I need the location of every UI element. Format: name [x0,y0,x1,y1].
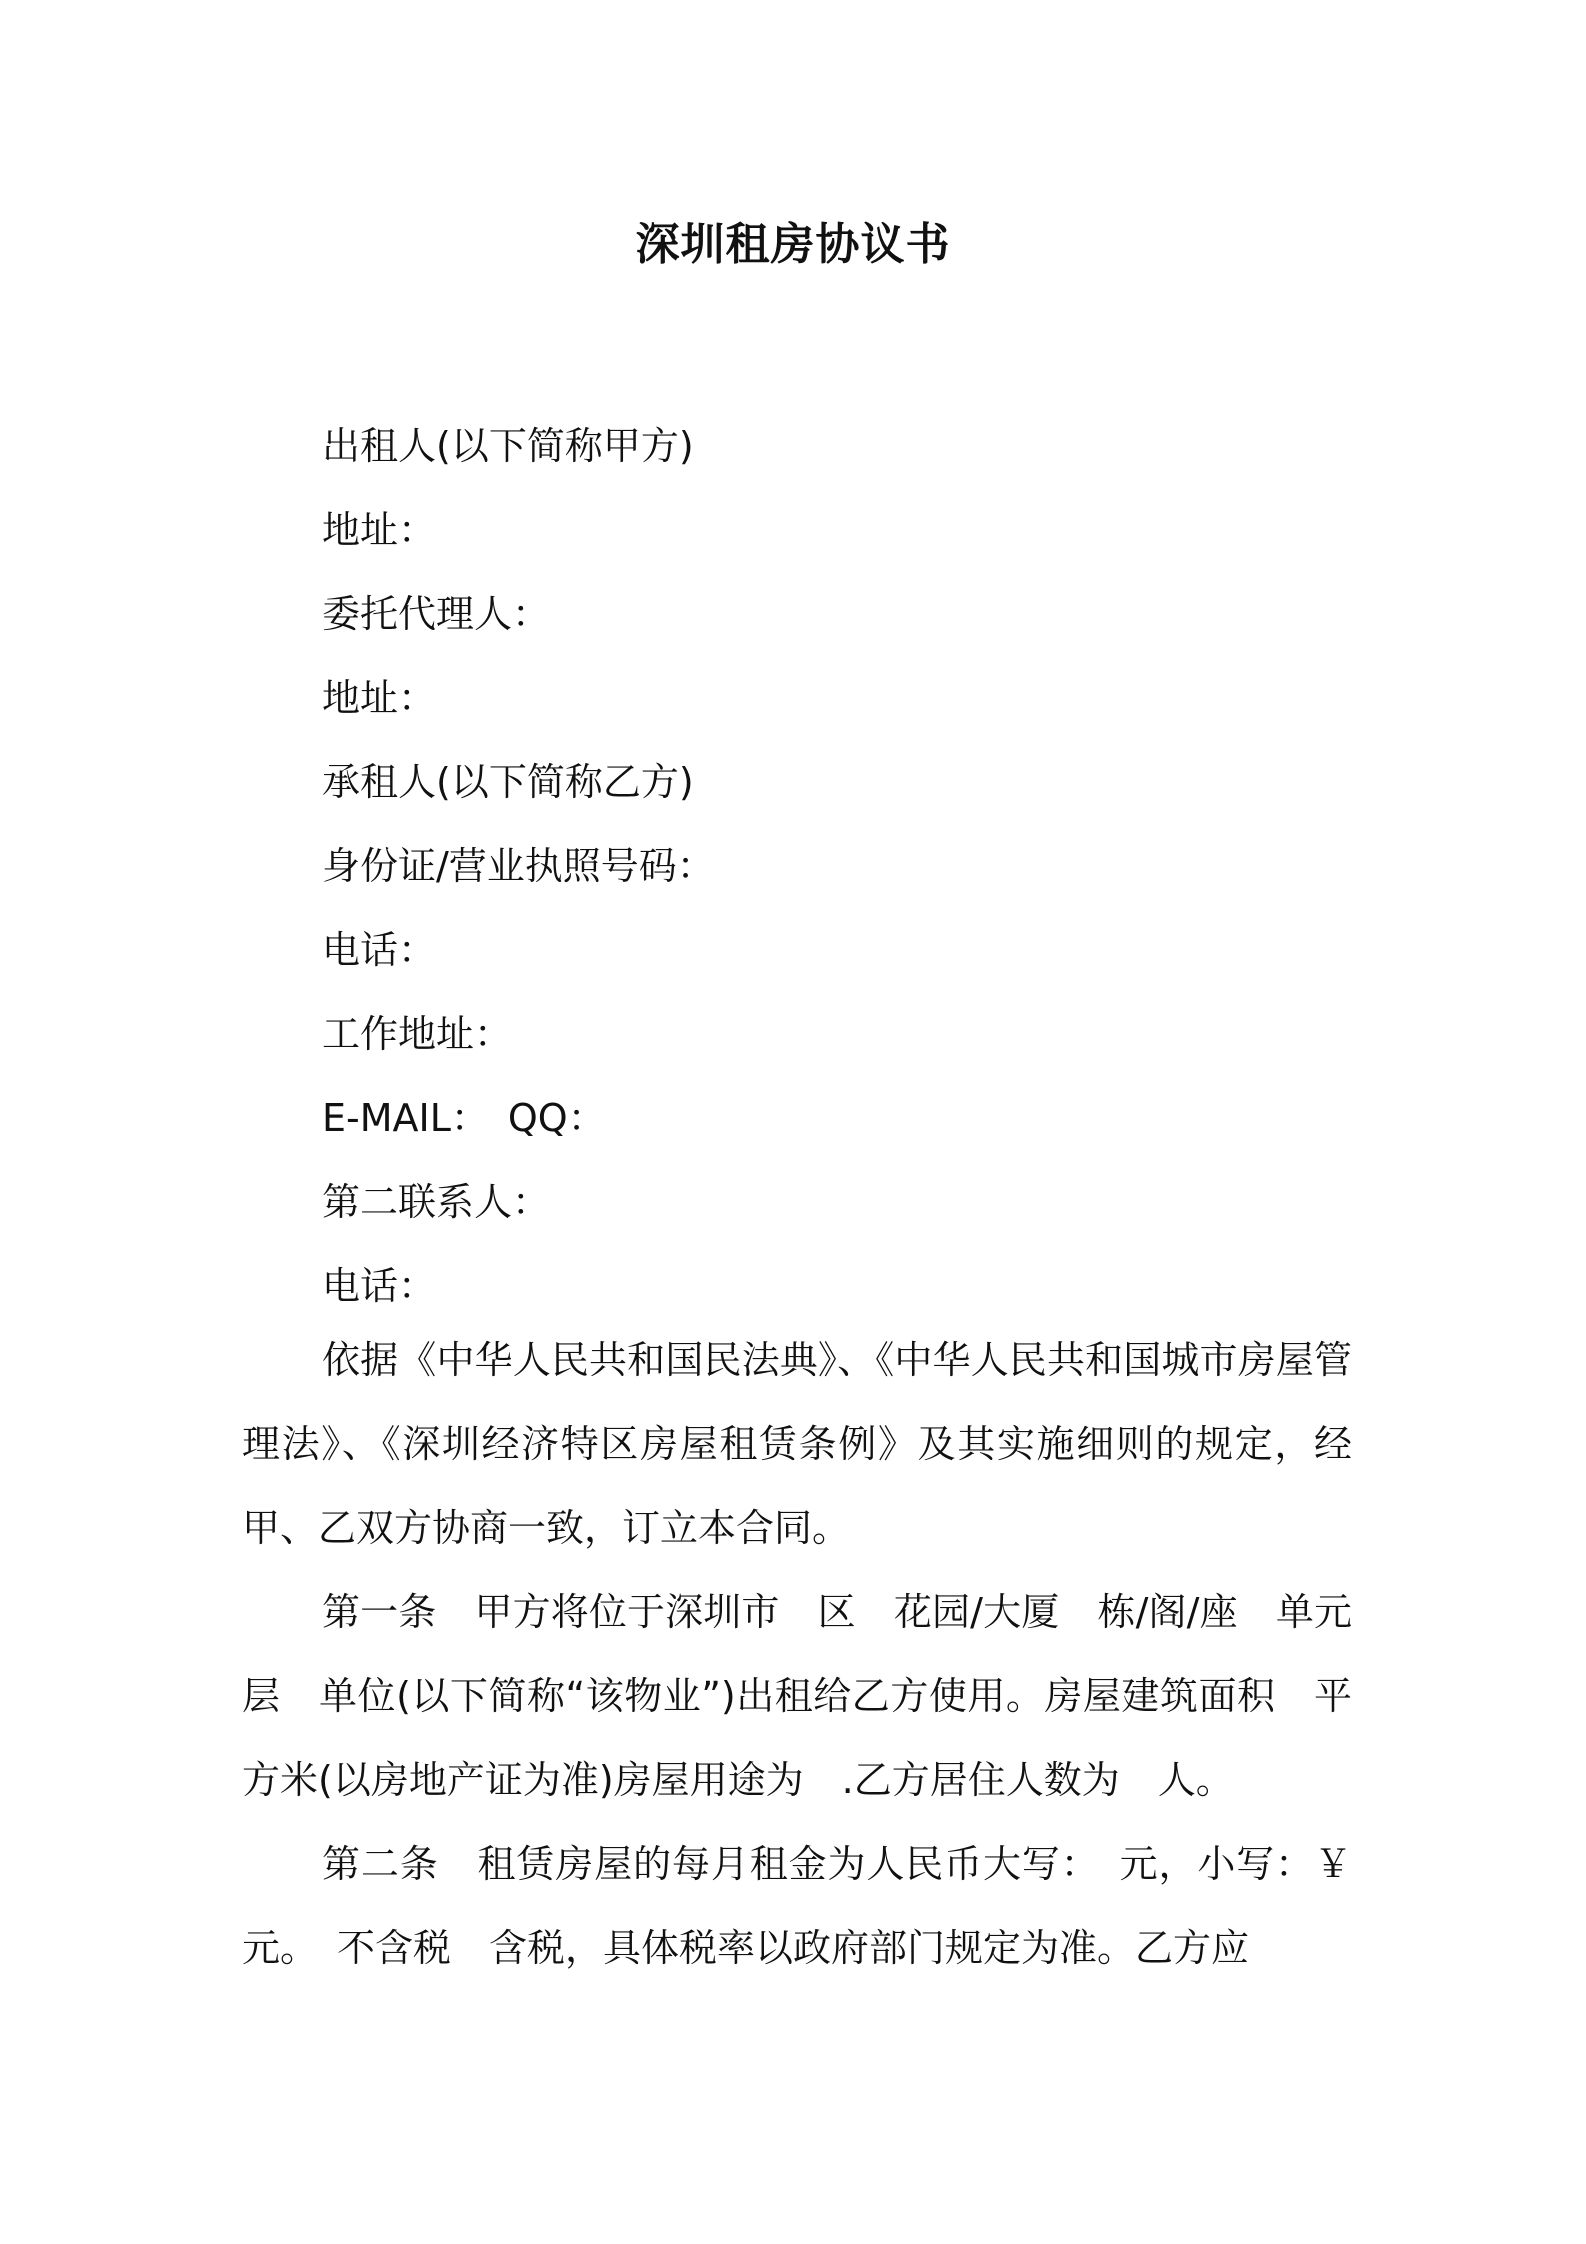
field-id-number: 身份证/营业执照号码： [322,844,715,888]
paragraph-basis: 依据《中华人民共和国民法典》、《中华人民共和国城市房屋管理法》、《深圳经济特区房屋租赁条例》及其实施细则的规定，经甲、乙双方协商一致，订立本合同。 [242,1338,1352,1550]
field-agent-address: 地址： [322,676,437,720]
field-phone: 电话： [322,928,437,972]
party-info-list [322,404,715,1328]
field-lessor-address: 地址： [322,508,437,552]
paragraph-article-1: 第一条 甲方将位于深圳市 区 花园/大厦 栋/阁/座 单元 层 单位(以下简称“该物业”)出租给乙方使用。房屋建筑面积 平方米(以房地产证为准)房屋用途为 .乙方居住人数为 人。 [242,1590,1391,1802]
field-email-qq: E-MAIL： QQ： [322,1096,606,1140]
contract-body [242,1318,1391,1990]
field-lessor: 出租人(以下简称甲方) [322,424,694,468]
document-title: 深圳租房协议书 [635,219,951,270]
field-second-contact-phone: 电话： [322,1264,437,1308]
field-lessee: 承租人(以下简称乙方) [322,760,694,804]
paragraph-article-2: 第二条 租赁房屋的每月租金为人民币大写： 元，小写：￥ 元。 不含税 含税，具体税率以政府部门规定为准。乙方应 [242,1842,1391,1970]
field-work-address: 工作地址： [322,1012,513,1056]
field-agent: 委托代理人： [322,592,551,636]
field-second-contact: 第二联系人： [322,1180,551,1224]
